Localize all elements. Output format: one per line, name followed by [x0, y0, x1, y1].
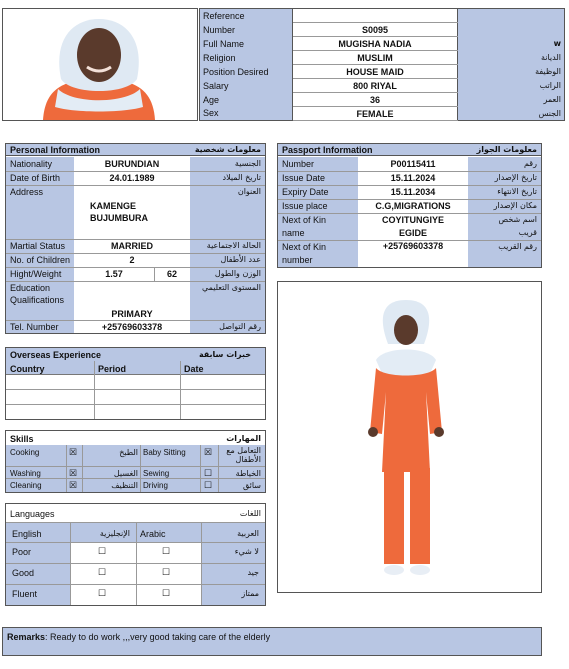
header-row: [200, 9, 565, 23]
languages-title: Languages: [10, 509, 55, 519]
overseas-col-country: Country: [10, 364, 45, 374]
issue-place-label-ar: مكان الإصدار: [493, 201, 537, 210]
skill-cleaning-label-ar: التنظيف: [111, 481, 138, 490]
header-row-label-ar: [458, 9, 565, 23]
kin-name-label-ar-1: اسم شخص: [498, 215, 537, 224]
kin-name-label-2: name: [282, 228, 305, 238]
portrait-photo: [2, 8, 198, 121]
header-row: [200, 23, 565, 37]
languages-panel: [5, 503, 266, 606]
header-row-value: 800 RIYAL: [293, 79, 458, 93]
header-row-value: 36: [293, 93, 458, 107]
header-row: [200, 93, 565, 107]
header-row-label: Reference: [200, 9, 293, 23]
languages-title-ar: اللغات: [239, 509, 261, 518]
skill-driving-label-ar: سائق: [242, 481, 261, 490]
header-row-label: Full Name: [200, 37, 293, 51]
language-arabic-label-ar: العربية: [237, 529, 259, 538]
passport-number-value: P00115411: [390, 159, 436, 169]
dob-value: 24.01.1989: [109, 173, 155, 183]
personal-info-panel: [5, 143, 266, 334]
personal-info-title: Personal Information: [10, 145, 101, 155]
kin-name-value-1: COYITUNGIYE: [381, 215, 444, 225]
header-row-value: HOUSE MAID: [293, 65, 458, 79]
level-good-english-checkbox[interactable]: ☐: [98, 567, 107, 577]
skill-babysitting-checkbox[interactable]: ☒: [204, 447, 213, 457]
nationality-value: BURUNDIAN: [104, 159, 160, 169]
level-fluent-arabic-checkbox[interactable]: ☐: [162, 588, 171, 598]
header-row-label: Position Desired: [200, 65, 293, 79]
skill-washing-checkbox[interactable]: ☒: [69, 468, 78, 478]
kin-number-value: +25769603378: [382, 241, 444, 251]
issue-date-label: Issue Date: [282, 173, 326, 183]
header-table: [199, 8, 565, 121]
level-good-label-ar: جيد: [247, 568, 259, 577]
header-row-label-ar: العمر: [458, 93, 565, 107]
language-english-label: English: [12, 529, 42, 539]
nationality-label-ar: الجنسية: [234, 159, 261, 168]
header-row: [200, 107, 565, 121]
header-row-label: Salary: [200, 79, 293, 93]
level-poor-label-ar: لا شيء: [234, 547, 259, 556]
height-weight-label: Hight/Weight: [10, 269, 62, 279]
kin-name-label-ar-2: قريب: [518, 228, 537, 237]
kin-name-value-2: EGIDE: [398, 228, 427, 238]
skill-cooking-label: Cooking: [10, 448, 40, 457]
skill-sewing-label: Sewing: [143, 469, 170, 478]
header-row-label-ar: [458, 23, 565, 37]
level-fluent-english-checkbox[interactable]: ☐: [98, 588, 107, 598]
skill-sewing-label-ar: الخياطة: [235, 469, 261, 478]
language-arabic-label: Arabic: [140, 529, 166, 539]
weight-value: 62: [166, 269, 177, 279]
address-label: Address: [10, 187, 44, 197]
header-row-value: MUGISHA NADIA: [293, 37, 458, 51]
personal-info-title-ar: معلومات شخصية: [194, 145, 261, 154]
issue-place-label: Issue place: [282, 201, 328, 211]
skill-cooking-checkbox[interactable]: ☒: [69, 447, 78, 457]
marital-value: MARRIED: [111, 241, 153, 251]
level-fluent-label: Fluent: [12, 589, 38, 599]
kin-name-label-1: Next of Kin: [282, 215, 327, 225]
skills-title-ar: المهارات: [226, 434, 261, 443]
marital-label-ar: الحالة الاجتماعية: [206, 241, 261, 250]
language-english-label-ar: الإنجليزية: [99, 529, 130, 538]
header-row-label-ar: الجنس: [458, 107, 565, 121]
header-row-label-ar: الراتب: [458, 79, 565, 93]
issue-place-value: C.G,MIGRATIONS: [375, 201, 451, 211]
marital-label: Martial Status: [10, 241, 66, 251]
header-row-label: Sex: [200, 107, 293, 121]
remarks-text: : Ready to do work ,,,very good taking care of the elderly: [45, 632, 271, 642]
issue-date-label-ar: تاريخ الإصدار: [494, 173, 537, 182]
expiry-date-label: Expiry Date: [282, 187, 329, 197]
passport-number-label: Number: [282, 159, 315, 169]
header-row-label: Age: [200, 93, 293, 107]
nationality-label: Nationality: [10, 159, 53, 169]
skill-cleaning-checkbox[interactable]: ☒: [69, 480, 78, 490]
passport-info-title-ar: معلومات الجواز: [476, 145, 537, 154]
tel-label: Tel. Number: [10, 322, 59, 332]
header-row-value: FEMALE: [293, 107, 458, 121]
header-row: [200, 37, 565, 51]
header-row-value: [293, 9, 458, 23]
education-value: PRIMARY: [111, 309, 153, 319]
education-label-1: Education: [10, 283, 51, 293]
skill-cleaning-label: Cleaning: [10, 481, 42, 490]
education-label-ar: المستوى التعليمي: [201, 283, 261, 292]
education-label-2: Qualifications: [10, 295, 65, 305]
dob-label: Date of Birth: [10, 173, 61, 183]
expiry-date-value: 15.11.2034: [390, 187, 436, 197]
skills-title: Skills: [10, 434, 34, 444]
header-row-label: Number: [200, 23, 293, 37]
skill-babysitting-label-ar-2: الأطفال: [235, 455, 261, 464]
expiry-date-label-ar: تاريخ الانتهاء: [497, 187, 537, 196]
header-row-value: S0095: [293, 23, 458, 37]
dob-label-ar: تاريخ الميلاد: [222, 173, 261, 182]
level-poor-arabic-checkbox[interactable]: ☐: [162, 546, 171, 556]
skills-panel: [5, 430, 266, 493]
overseas-col-period: Period: [98, 364, 127, 374]
children-value: 2: [129, 255, 135, 265]
height-value: 1.57: [105, 269, 123, 279]
overseas-title-ar: خبرات سابقة: [198, 350, 251, 359]
tel-label-ar: رقم التواصل: [219, 322, 261, 331]
header-corner-mark: w: [553, 39, 561, 48]
children-label: No. of Children: [10, 255, 71, 265]
header-row-label: Religion: [200, 51, 293, 65]
header-row-label-ar: الديانة: [458, 51, 565, 65]
level-poor-label: Poor: [12, 547, 32, 557]
full-body-photo: [277, 281, 542, 593]
skill-babysitting-label: Baby Sitting: [143, 448, 186, 457]
remarks-label: Remarks: [7, 632, 46, 642]
height-weight-label-ar: الوزن والطول: [214, 269, 261, 278]
header-row-label-ar: [458, 37, 565, 51]
skill-washing-label-ar: الغسيل: [113, 469, 138, 478]
overseas-title: Overseas Experience: [10, 350, 102, 360]
kin-number-label-ar: رقم القريب: [498, 242, 537, 251]
header-row: [200, 65, 565, 79]
kin-number-label-1: Next of Kin: [282, 242, 327, 252]
level-fluent-label-ar: ممتاز: [241, 589, 259, 598]
passport-info-title: Passport Information: [282, 145, 373, 155]
header-row: [200, 51, 565, 65]
skill-driving-label: Driving: [143, 481, 168, 490]
header-row-value: MUSLIM: [293, 51, 458, 65]
skill-driving-checkbox[interactable]: ☐: [204, 480, 213, 490]
kin-number-label-2: number: [282, 255, 313, 265]
level-poor-english-checkbox[interactable]: ☐: [98, 546, 107, 556]
tel-value: +25769603378: [101, 322, 163, 332]
header-row-label-ar: الوظيفة: [458, 65, 565, 79]
address-line1: KAMENGE: [90, 201, 137, 211]
skill-cooking-label-ar: الطبخ: [119, 448, 138, 457]
issue-date-value: 15.11.2024: [390, 173, 436, 183]
skill-washing-label: Washing: [10, 469, 41, 478]
level-good-arabic-checkbox[interactable]: ☐: [162, 567, 171, 577]
address-line2: BUJUMBURA: [90, 213, 148, 223]
skill-babysitting-label-ar-1: التعامل مع: [226, 446, 261, 455]
children-label-ar: عدد الأطفال: [220, 255, 261, 264]
skill-sewing-checkbox[interactable]: ☐: [204, 468, 213, 478]
passport-info-panel: [277, 143, 542, 268]
remarks-bar: [2, 627, 542, 656]
overseas-panel: [5, 347, 266, 420]
header-row: [200, 79, 565, 93]
overseas-col-date: Date: [184, 364, 204, 374]
passport-number-label-ar: رقم: [523, 159, 537, 168]
level-good-label: Good: [12, 568, 35, 578]
address-label-ar: العنوان: [237, 187, 261, 196]
